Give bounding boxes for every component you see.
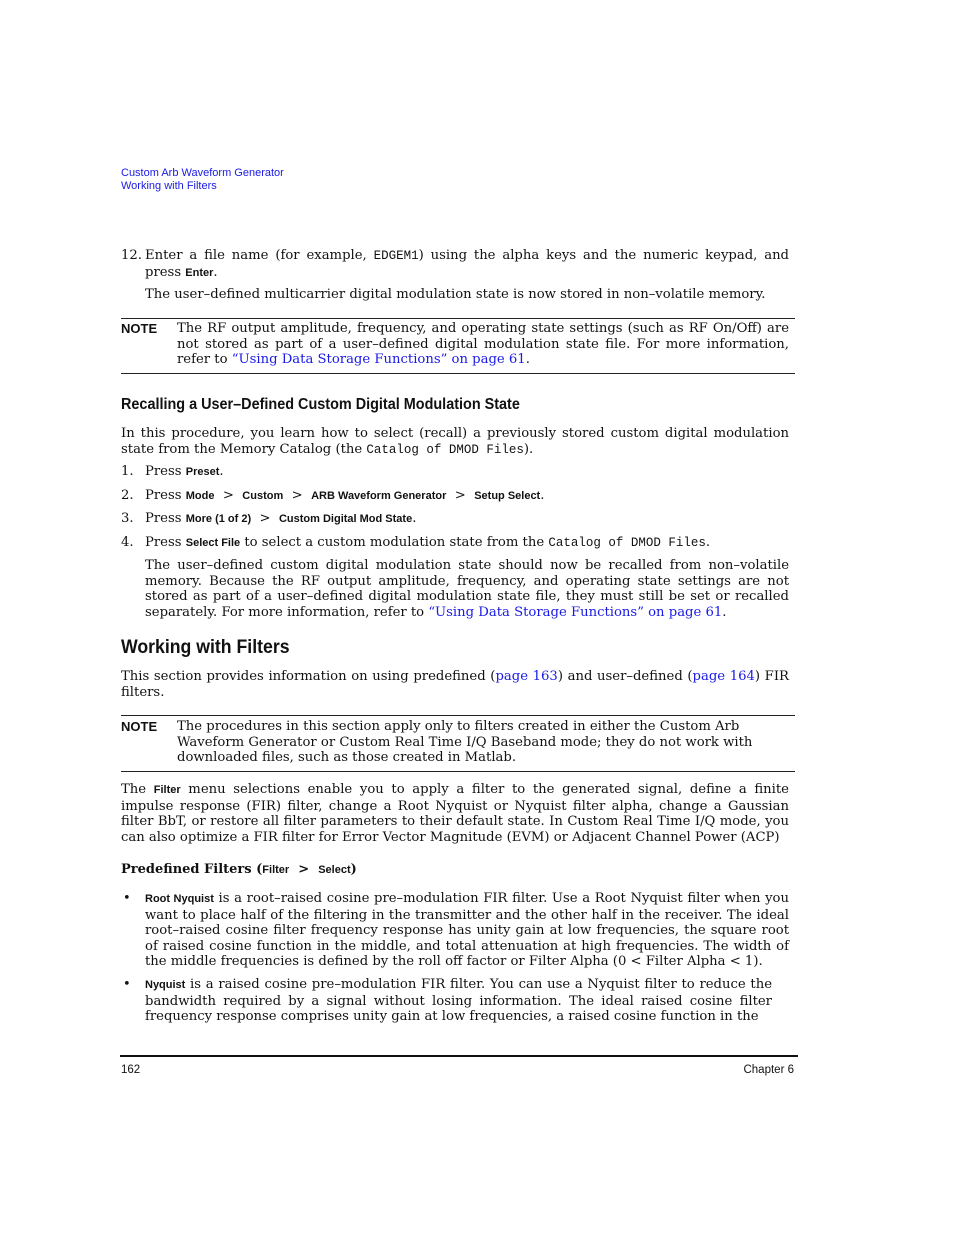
recall-step-4: Press Select File to select a custom modulation state from the Catalog of DMOD Files. (145, 535, 711, 550)
note-label: NOTE (121, 321, 158, 336)
step-12: Enter a file name (for example, EDGEM1) using the alpha keys and the numeric keypad, and press Enter. (145, 248, 789, 280)
predefined-filters-heading: Predefined Filters (Filter > Select) (121, 862, 357, 877)
breadcrumb-section[interactable]: Working with Filters (121, 179, 217, 192)
page-number: 162 (121, 1064, 141, 1076)
file-name-example: EDGEM1 (373, 249, 419, 263)
data-storage-link[interactable]: “Using Data Storage Functions” on page 61 (231, 352, 526, 368)
note-text: The RF output amplitude, frequency, and operating state settings (such as RF On/Off) are not stored as part of a user–defined digital modulation state file. For more information, refer to “Using Data Storage Functions” on page 61. (177, 321, 789, 368)
note-top-rule (121, 318, 795, 319)
more-key: More (1 of 2) (185, 513, 252, 525)
select-file-key: Select File (185, 537, 241, 549)
nyquist-description: Nyquist is a raised cosine pre–modulation FIR filter. You can use a Nyquist filter to reduce the bandwidth required by a signal without losing information. The ideal raised cosine filter frequency response comprises unity gain at low frequencies, a raised cosine function in the (145, 977, 772, 1025)
enter-key: Enter (185, 266, 214, 279)
chapter-label: Chapter 6 (743, 1064, 794, 1076)
step-number: 2. (121, 488, 134, 503)
custom-digital-mod-state-key: Custom Digital Mod State (278, 513, 413, 525)
recall-result: The user–defined custom digital modulation state should now be recalled from non–volatile memory. Because the RF output amplitude, frequency, and operating state settings are not stored as part of a user–defined digital modulation state file, they must still be set or recalled separately. For more information, refer to “Using Data Storage Functions” on page 61. (145, 558, 789, 620)
step-number: 1. (121, 464, 134, 479)
catalog-name: Catalog of DMOD Files (548, 536, 706, 550)
filter-key: Filter (153, 784, 181, 796)
recall-step-2: Press Mode > Custom > ARB Waveform Generator > Setup Select. (145, 488, 545, 503)
note-label: NOTE (121, 719, 158, 734)
footer-rule (120, 1055, 798, 1057)
breadcrumb-chapter[interactable]: Custom Arb Waveform Generator (121, 167, 284, 179)
filter-menu-description: The Filter menu selections enable you to apply a filter to the generated signal, define a finite impulse response (FIR) filter, change a Root Nyquist or Nyquist filter alpha, change a Gaussian filter BbT, or restore all filter parameters to their default state. In Custom Real Time I/Q mode, you can also optimize a FIR filter for Error Vector Magnitude (EVM) or Adjacent Channel Power (ACP) (121, 782, 789, 845)
breadcrumb (121, 167, 284, 192)
custom-key: Custom (242, 490, 284, 502)
catalog-name: Catalog of DMOD Files (366, 442, 524, 457)
note-bottom-rule (121, 373, 795, 374)
step-number: 12. (121, 248, 142, 263)
root-nyquist-description: Root Nyquist is a root–raised cosine pre–modulation FIR filter. Use a Root Nyquist filter when you want to place half of the filtering in the transmitter and the other half in the receiver. The ideal root–raised cosine filter frequency response has unity gain at low frequencies, the square root of raised cosine function in the middle, and total attenuation at high frequencies. The width of the middle frequencies is defined by the roll off factor or Filter Alpha (0 < Filter Alpha < 1). (145, 891, 789, 970)
recall-step-1: Press Preset. (145, 464, 224, 479)
arb-waveform-generator-key: ARB Waveform Generator (311, 490, 447, 502)
filters-intro: This section provides information on using predefined (page 163) and user–defined (page 164) FIR filters. (121, 669, 789, 700)
bullet-marker: • (123, 891, 131, 906)
step-number: 4. (121, 535, 134, 550)
page-164-link[interactable]: page 164 (692, 669, 755, 684)
note-top-rule (121, 715, 795, 716)
data-storage-link[interactable]: “Using Data Storage Functions” on page 61 (428, 604, 723, 620)
root-nyquist-key: Root Nyquist (145, 893, 214, 905)
mode-key: Mode (185, 490, 215, 502)
select-key: Select (318, 864, 351, 876)
step-12-result: The user–defined multicarrier digital modulation state is now stored in non–volatile memory. (145, 287, 766, 302)
section-heading-recall: Recalling a User–Defined Custom Digital Modulation State (121, 396, 520, 413)
preset-key: Preset (185, 466, 220, 478)
filter-key: Filter (262, 864, 290, 876)
page-163-link[interactable]: page 163 (495, 669, 558, 684)
note-bottom-rule (121, 771, 795, 772)
recall-step-3: Press More (1 of 2) > Custom Digital Mod State. (145, 511, 417, 526)
recall-intro: In this procedure, you learn how to select (recall) a previously stored custom digital modulation state from the Memory Catalog (the Catalog of DMOD Files). (121, 426, 789, 457)
setup-select-key: Setup Select (474, 490, 541, 502)
section-heading-filters: Working with Filters (121, 637, 290, 658)
step-number: 3. (121, 511, 134, 526)
nyquist-key: Nyquist (145, 979, 186, 991)
note-text: The procedures in this section apply only to filters created in either the Custom Arb Waveform Generator or Custom Real Time I/Q Baseband mode; they do not work with downloaded files, such as those created in Matlab. (177, 719, 753, 766)
bullet-marker: • (123, 977, 131, 992)
